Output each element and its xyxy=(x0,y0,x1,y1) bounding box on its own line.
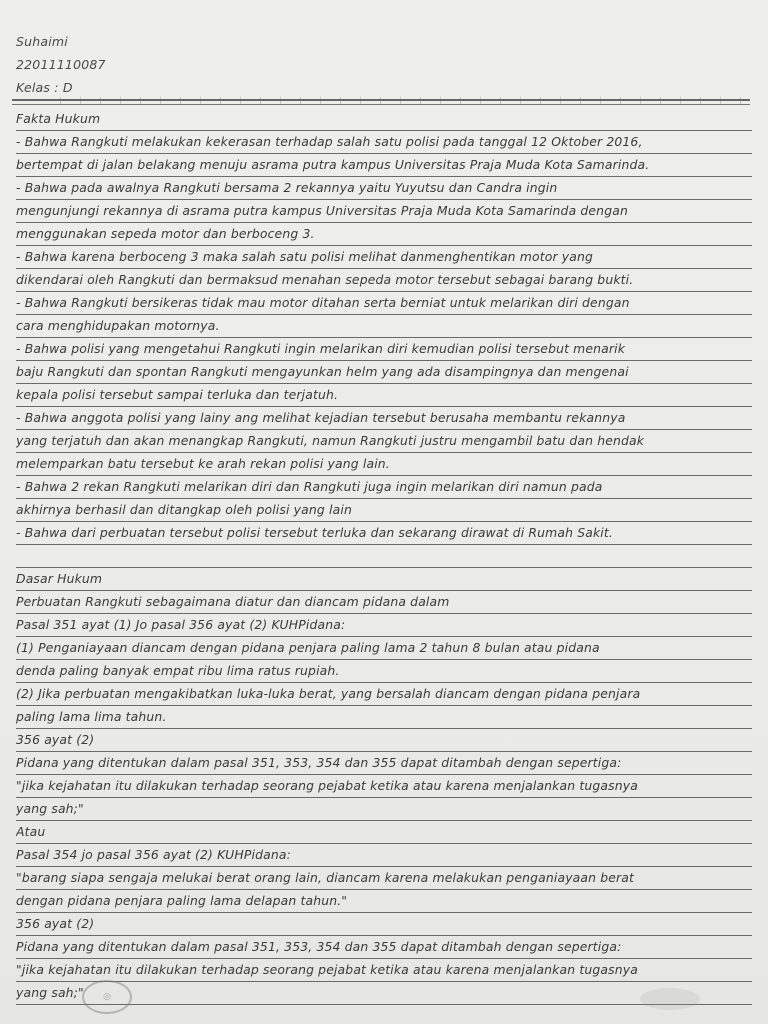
top-double-rule xyxy=(12,99,750,105)
text-line: "barang siapa sengaja melukai berat orang lain, diancam karena melakukan penganiayaan berat xyxy=(16,867,752,890)
text-line: "jika kejahatan itu dilakukan terhadap seorang pejabat ketika atau karena menjalankan tugasnya xyxy=(16,775,752,798)
text-line: - Bahwa 2 rekan Rangkuti melarikan diri dan Rangkuti juga ingin melarikan diri namun pada xyxy=(16,476,752,499)
text-line: - Bahwa Rangkuti melakukan kekerasan terhadap salah satu polisi pada tanggal 12 Oktober 2016, xyxy=(16,131,752,154)
text-line: - Bahwa dari perbuatan tersebut polisi tersebut terluka dan sekarang dirawat di Rumah Sakit. xyxy=(16,522,752,545)
text-line: - Bahwa karena berboceng 3 maka salah satu polisi melihat danmenghentikan motor yang xyxy=(16,246,752,269)
text-line: yang terjatuh dan akan menangkap Rangkuti, namun Rangkuti justru mengambil batu dan hendak xyxy=(16,430,752,453)
text-line: Dasar Hukum xyxy=(16,568,752,591)
text-line: cara menghidupakan motornya. xyxy=(16,315,752,338)
text-line: Pasal 351 ayat (1) Jo pasal 356 ayat (2) KUHPidana: xyxy=(16,614,752,637)
student-id: 22011110087 xyxy=(16,57,106,72)
text-line: Pidana yang ditentukan dalam pasal 351, 353, 354 dan 355 dapat ditambah dengan sepertiga: xyxy=(16,936,752,959)
text-line: Pidana yang ditentukan dalam pasal 351, 353, 354 dan 355 dapat ditambah dengan sepertiga: xyxy=(16,752,752,775)
handwritten-text-body xyxy=(16,108,752,1005)
text-line: denda paling banyak empat ribu lima ratus rupiah. xyxy=(16,660,752,683)
text-line xyxy=(16,545,752,568)
text-line: menggunakan sepeda motor dan berboceng 3. xyxy=(16,223,752,246)
text-line: dengan pidana penjara paling lama delapan tahun." xyxy=(16,890,752,913)
text-line: - Bahwa Rangkuti bersikeras tidak mau motor ditahan serta berniat untuk melarikan diri dengan xyxy=(16,292,752,315)
text-line: mengunjungi rekannya di asrama putra kampus Universitas Praja Muda Kota Samarinda dengan xyxy=(16,200,752,223)
text-line: melemparkan batu tersebut ke arah rekan polisi yang lain. xyxy=(16,453,752,476)
text-line: - Bahwa anggota polisi yang lainy ang melihat kejadian tersebut berusaha membantu rekannya xyxy=(16,407,752,430)
text-line: baju Rangkuti dan spontan Rangkuti mengayunkan helm yang ada disampingnya dan mengenai xyxy=(16,361,752,384)
text-line: yang sah;" xyxy=(16,982,752,1005)
text-line: (2) Jika perbuatan mengakibatkan luka-luka berat, yang bersalah diancam dengan pidana penjara xyxy=(16,683,752,706)
student-header xyxy=(16,30,756,99)
text-line: 356 ayat (2) xyxy=(16,729,752,752)
text-line: akhirnya berhasil dan ditangkap oleh polisi yang lain xyxy=(16,499,752,522)
text-line: (1) Penganiayaan diancam dengan pidana penjara paling lama 2 tahun 8 bulan atau pidana xyxy=(16,637,752,660)
text-line: paling lama lima tahun. xyxy=(16,706,752,729)
text-line: Atau xyxy=(16,821,752,844)
smudge xyxy=(640,988,700,1010)
text-line: kepala polisi tersebut sampai terluka dan terjatuh. xyxy=(16,384,752,407)
text-line: - Bahwa pada awalnya Rangkuti bersama 2 rekannya yaitu Yuyutsu dan Candra ingin xyxy=(16,177,752,200)
text-line: yang sah;" xyxy=(16,798,752,821)
text-line: - Bahwa polisi yang mengetahui Rangkuti ingin melarikan diri kemudian polisi tersebut menarik xyxy=(16,338,752,361)
text-line: dikendarai oleh Rangkuti dan bermaksud menahan sepeda motor tersebut sebagai barang bukti. xyxy=(16,269,752,292)
text-line: bertempat di jalan belakang menuju asrama putra kampus Universitas Praja Muda Kota Samarinda. xyxy=(16,154,752,177)
student-class: Kelas : D xyxy=(16,80,73,95)
text-line: Perbuatan Rangkuti sebagaimana diatur dan diancam pidana dalam xyxy=(16,591,752,614)
text-line: Pasal 354 jo pasal 356 ayat (2) KUHPidana: xyxy=(16,844,752,867)
student-name: Suhaimi xyxy=(16,34,68,49)
text-line: 356 ayat (2) xyxy=(16,913,752,936)
page-stamp-icon: ◎ xyxy=(82,980,132,1014)
text-line: "jika kejahatan itu dilakukan terhadap seorang pejabat ketika atau karena menjalankan tugasnya xyxy=(16,959,752,982)
text-line: Fakta Hukum xyxy=(16,108,752,131)
